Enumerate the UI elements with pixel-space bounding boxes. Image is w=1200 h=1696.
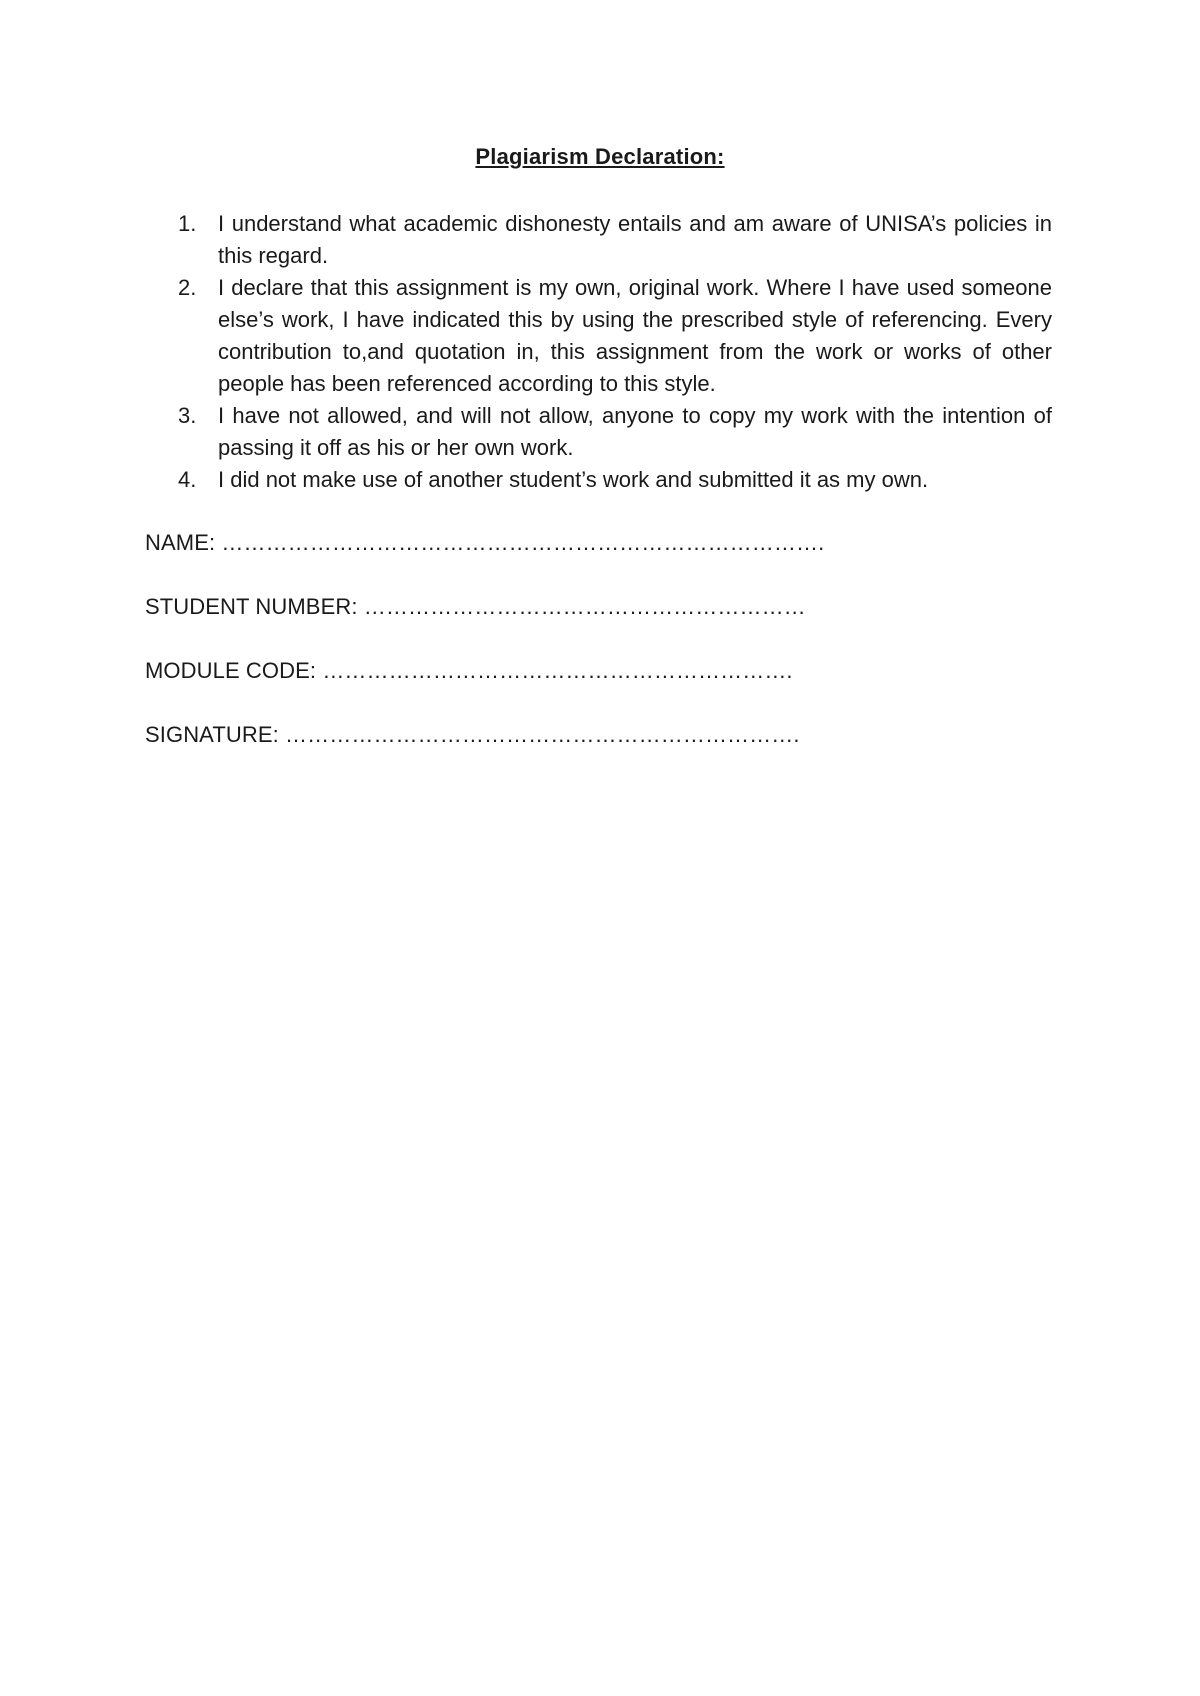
declaration-item [178, 272, 1052, 400]
module-code-field: MODULE CODE: ………………………………………………………. [145, 658, 793, 683]
student-number-field: STUDENT NUMBER: …………………………………………………… [145, 594, 806, 619]
item-text: I declare that this assignment is my own, original work. Where I have used someone else’s work, I have indicated this by using the prescribed style of referencing. Every contribution to,and quotation in, this assignment from the work or works of other people has been referenced according to this style. [218, 275, 1052, 396]
form-fields [145, 527, 1045, 783]
declaration-item [178, 464, 1052, 496]
item-number: 1. [178, 211, 197, 236]
item-number: 2. [178, 275, 197, 300]
item-text: I have not allowed, and will not allow, anyone to copy my work with the intention of passing it off as his or her own work. [218, 403, 1052, 460]
declaration-list [178, 208, 1052, 496]
item-number: 3. [178, 403, 197, 428]
declaration-item [178, 400, 1052, 464]
name-field: NAME: ………………………………………………………………………. [145, 530, 825, 555]
item-number: 4. [178, 467, 197, 492]
page-title: Plagiarism Declaration: [475, 144, 725, 169]
signature-field: SIGNATURE: ……………………………………………………………. [145, 722, 800, 747]
item-text: I did not make use of another student’s work and submitted it as my own. [218, 467, 929, 492]
declaration-item [178, 208, 1052, 272]
item-text: I understand what academic dishonesty entails and am aware of UNISA’s policies in this regard. [218, 211, 1052, 268]
